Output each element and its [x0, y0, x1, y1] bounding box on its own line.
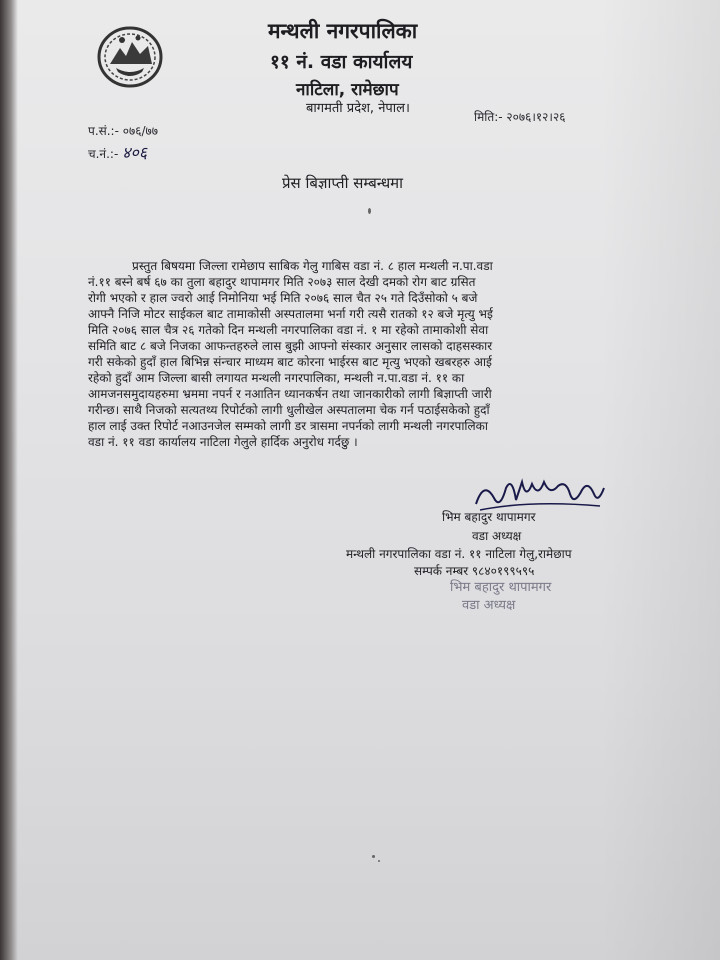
signatory-title: वडा अध्यक्ष — [472, 529, 522, 543]
nepal-government-emblem-icon — [96, 24, 164, 90]
stamp-title: वडा अध्यक्ष — [462, 598, 516, 613]
office-province: बागमती प्रदेश, नेपाल। — [306, 101, 410, 116]
body-line: समिति बाट ८ बजे निजका आफन्तहरुले लास बुझी आफ्नो संस्कार अनुसार लासको दाहसस्कार — [88, 339, 493, 353]
signatory-address: मन्थली नगरपालिका वडा नं. ११ नाटिला गेलु,रामेछाप — [346, 547, 572, 561]
body-line: रहेको हुदाँ आम जिल्ला बासी लगायत मन्थली नगरपालिका, मन्थली न.पा.वडा नं. ११ का — [88, 371, 465, 385]
letter-body — [88, 258, 648, 450]
dispatch-reference — [88, 141, 147, 163]
dispatch-number: ४०६ — [122, 143, 148, 162]
letter-date: मिति:- २०७६।१२।२६ — [474, 110, 566, 124]
stamp-name: भिम बहादुर थापामगर — [450, 580, 552, 595]
fiscal-year-reference: प.सं.:- ०७६/७७ — [88, 124, 158, 138]
signatory-contact: सम्पर्क नम्बर ९८४०१९९५९५ — [414, 564, 535, 578]
letter-subject: प्रेस बिज्ञाप्ती सम्बन्धमा — [282, 174, 404, 192]
body-line: आमजनसमुदायहरुमा भ्रममा नपर्न र नआतिन ध्यानकर्षन तथा जानकारीको लागी बिज्ञाप्ती जारी — [88, 387, 492, 401]
dispatch-label: च.नं.:- — [88, 147, 119, 161]
body-line: हाल लाई उक्त रिपोर्ट नआउनजेल सम्मको लागी डर त्रासमा नपर्नको लागी मन्थली नगरपालिका — [88, 419, 489, 433]
body-line: वडा नं. ११ वडा कार्यालय नाटिला गेलुले हार्दिक अनुरोध गर्दछु । — [88, 435, 358, 449]
body-line: प्रस्तुत बिषयमा जिल्ला रामेछाप साबिक गेलु गाबिस वडा नं. ८ हाल मन्थली न.पा.वडा — [132, 259, 493, 273]
body-line: मिति २०७६ साल चैत्र २६ गतेको दिन मन्थली नगरपालिका वडा नं. १ मा रहेको तामाकोशी सेवा — [88, 323, 489, 337]
office-location: नाटिला, रामेछाप — [296, 80, 399, 100]
signatory-name: भिम बहादुर थापामगर — [442, 510, 536, 524]
body-line: नं.११ बस्ने बर्ष ६७ का तुला बहादुर थापामगर मिति २०७३ साल देखी दमको रोग बाट ग्रसित — [88, 275, 476, 289]
body-line: रोगी भएको र हाल ज्वरो आई निमोनिया भई मिति २०७६ साल चैत २५ गते दिउँसोको ५ बजे — [88, 291, 478, 305]
body-line: आफ्नै निजि मोटर साईकल बाट तामाकोसी अस्पतालमा भर्ना गरी त्यसै रातको १२ बजे मृत्यु भई — [88, 307, 493, 321]
body-line: गरीन्छ। साथै निजको सत्यतथ्य रिपोर्टको लागी धुलीखेल अस्पतालमा चेक गर्न पठाईसकेको हुदाँ — [88, 403, 490, 417]
office-name: मन्थली नगरपालिका — [268, 19, 418, 43]
ward-office-name: ११ नं. वडा कार्यालय — [270, 51, 413, 73]
body-line: गरी सकेको हुदाँ हाल बिभिन्न संन्चार माध्यम बाट कोरना भाईरस बाट मृत्यु भएको खबरहरु आई — [88, 355, 492, 369]
